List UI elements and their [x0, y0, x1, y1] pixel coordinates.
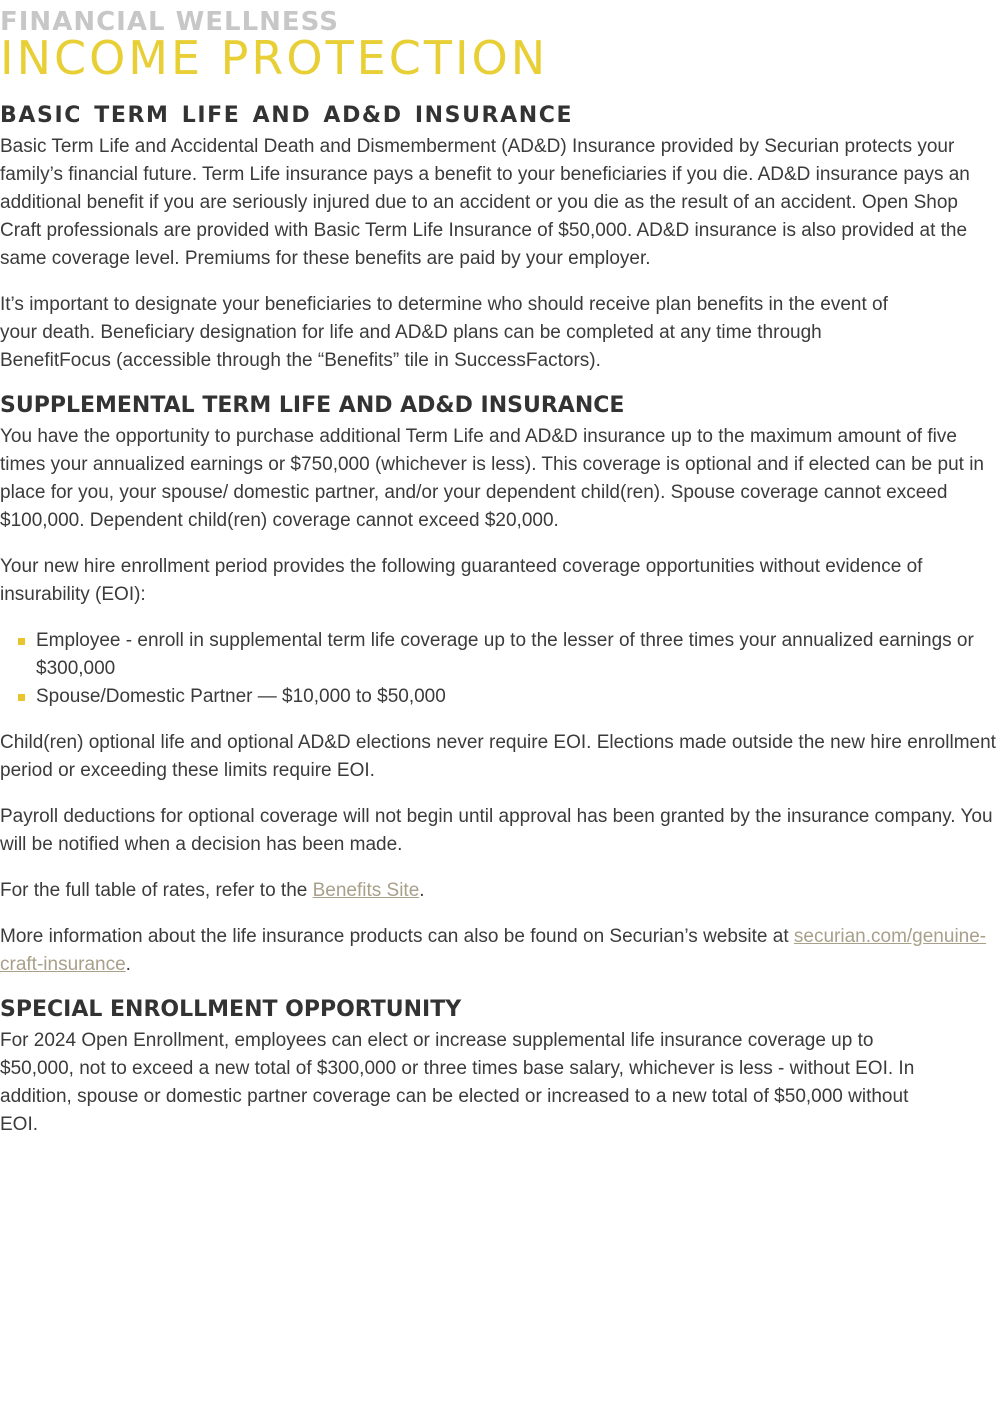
- special-enrollment-paragraph: For 2024 Open Enrollment, employees can elect or increase supplemental life insurance coverage up to $50,000, not to exceed a new total of $300,000 or three times base salary, whichever is less - without EOI. In addition, spouse or domestic partner coverage can be elected or increased to a new total of $50,000 without EOI.: [0, 1030, 915, 1135]
- rates-suffix-text: .: [419, 880, 425, 901]
- supplemental-paragraph-4: Payroll deductions for optional coverage will not begin until approval has been granted by the insurance company. You will be notified when a decision has been made.: [0, 806, 993, 855]
- supplemental-paragraph-3: Child(ren) optional life and optional AD&D elections never require EOI. Elections made outside the new hire enrollment period or exceeding these limits require EOI.: [0, 732, 996, 781]
- bullet-text-employee: Employee - enroll in supplemental term life coverage up to the lesser of three times your annualized earnings or $300,000: [36, 630, 974, 679]
- bullet-text-spouse: Spouse/Domestic Partner — $10,000 to $50,000: [36, 686, 446, 707]
- rates-prefix-text: For the full table of rates, refer to the: [0, 880, 313, 901]
- info-suffix-text: .: [125, 954, 131, 975]
- square-bullet-icon: [18, 694, 25, 701]
- rates-paragraph: [0, 877, 1000, 905]
- eoi-bullet-list: [0, 627, 1000, 711]
- square-bullet-icon: [18, 638, 25, 645]
- supplemental-paragraph-1: You have the opportunity to purchase additional Term Life and AD&D insurance up to the maximum amount of five times your annualized earnings or $750,000 (whichever is less). This coverage is optional and if elected can be put in place for you, your spouse/ domestic partner, and/or your dependent child(ren). Spouse coverage cannot exceed $100,000. Dependent child(ren) coverage cannot exceed $20,000.: [0, 426, 984, 531]
- supplemental-paragraph-2: Your new hire enrollment period provides the following guaranteed coverage opportunities without evidence of insurability (EOI):: [0, 556, 923, 605]
- list-item: [0, 683, 1000, 711]
- basic-life-paragraph-1: Basic Term Life and Accidental Death and Dismemberment (AD&D) Insurance provided by Securian protects your family’s financial future. Term Life insurance pays a benefit to your beneficiaries if you die. AD&D insurance pays an additional benefit if you are seriously injured due to an accident or you die as the result of an accident. Open Shop Craft professionals are provided with Basic Term Life Insurance of $50,000. AD&D insurance is also provided at the same coverage level. Premiums for these benefits are paid by your employer.: [0, 136, 970, 269]
- benefits-site-link[interactable]: Benefits Site: [312, 880, 420, 901]
- supplemental-life-heading: SUPPLEMENTAL TERM LIFE AND AD&D INSURANCE: [0, 393, 625, 418]
- info-paragraph: [0, 923, 1000, 979]
- info-prefix-text: More information about the life insurance products can also be found on Securian’s website at: [0, 926, 794, 947]
- special-enrollment-heading: SPECIAL ENROLLMENT OPPORTUNITY: [0, 997, 462, 1022]
- document-page: [0, 6, 1000, 1157]
- section-eyebrow: FINANCIAL WELLNESS: [0, 7, 339, 37]
- page-title: INCOME PROTECTION: [0, 31, 549, 85]
- list-item: [0, 627, 1000, 683]
- basic-life-paragraph-2: It’s important to designate your beneficiaries to determine who should receive plan benefits in the event of your death. Beneficiary designation for life and AD&D plans can be completed at any time through BenefitFocus (accessible through the “Benefits” tile in SuccessFactors).: [0, 294, 888, 371]
- securian-website-link[interactable]: securian.com/genuine-craft-insurance: [0, 926, 987, 975]
- basic-life-heading: BASIC TERM LIFE AND AD&D INSURANCE: [0, 103, 574, 128]
